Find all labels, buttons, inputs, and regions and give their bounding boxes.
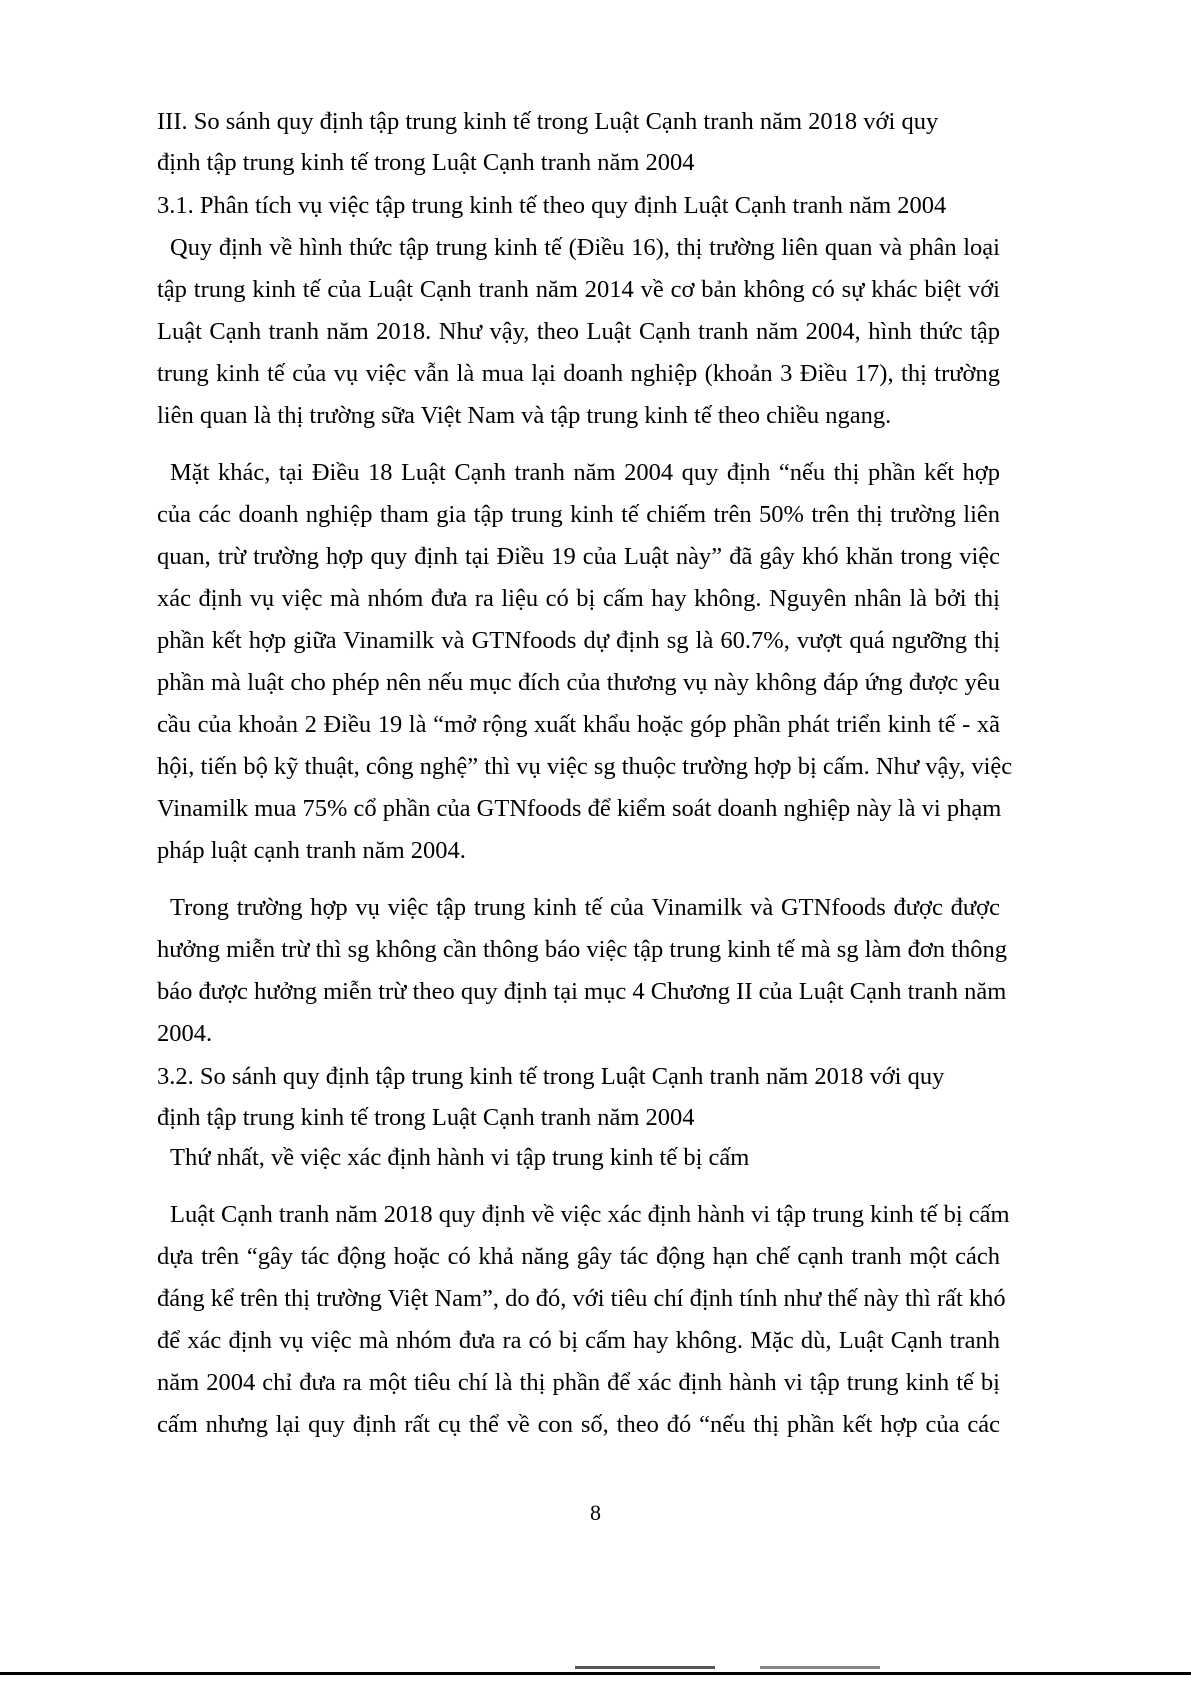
paragraph-line: cấm nhưng lại quy định rất cụ thể về con số, theo đó “nếu thị phần kết hợp của các (157, 1411, 1000, 1438)
paragraph-line: Trong trường hợp vụ việc tập trung kinh tế của Vinamilk và GTNfoods được được (170, 894, 1000, 921)
paragraph-line: báo được hưởng miễn trừ theo quy định tại mục 4 Chương II của Luật Cạnh tranh năm (157, 978, 1007, 1005)
paragraph-line: phần kết hợp giữa Vinamilk và GTNfoods dự định sg là 60.7%, vượt quá ngưỡng thị (157, 627, 1000, 654)
heading-iii-line: III. So sánh quy định tập trung kinh tế trong Luật Cạnh tranh năm 2018 với quy (157, 108, 939, 135)
paragraph-line: năm 2004 chỉ đưa ra một tiêu chí là thị phần để xác định hành vi tập trung kinh tế bị (157, 1369, 1000, 1396)
paragraph-line: Luật Cạnh tranh năm 2018. Như vậy, theo Luật Cạnh tranh năm 2004, hình thức tập (157, 318, 1000, 345)
paragraph-line: dựa trên “gây tác động hoặc có khả năng gây tác động hạn chế cạnh tranh một cách (157, 1243, 1000, 1270)
paragraph-line: trung kinh tế của vụ việc vẫn là mua lại doanh nghiệp (khoản 3 Điều 17), thị trường (157, 360, 1000, 387)
subheading-first: Thứ nhất, về việc xác định hành vi tập trung kinh tế bị cấm (170, 1144, 750, 1171)
paragraph-line: 2004. (157, 1020, 213, 1047)
scan-artifact (575, 1666, 715, 1669)
heading-3-1: 3.1. Phân tích vụ việc tập trung kinh tế theo quy định Luật Cạnh tranh năm 2004 (157, 192, 947, 219)
paragraph-line: Luật Cạnh tranh năm 2018 quy định về việc xác định hành vi tập trung kinh tế bị cấm (170, 1201, 1010, 1228)
paragraph-line: pháp luật cạnh tranh năm 2004. (157, 837, 466, 864)
heading-iii-line: định tập trung kinh tế trong Luật Cạnh tranh năm 2004 (157, 149, 695, 176)
paragraph-line: đáng kể trên thị trường Việt Nam”, do đó, với tiêu chí định tính như thế này thì rất khó (157, 1285, 1006, 1312)
paragraph-line: Vinamilk mua 75% cổ phần của GTNfoods để kiểm soát doanh nghiệp này là vi phạm (157, 795, 1002, 822)
paragraph-line: hưởng miễn trừ thì sg không cần thông báo việc tập trung kinh tế mà sg làm đơn thông (157, 936, 1007, 963)
paragraph-line: tập trung kinh tế của Luật Cạnh tranh năm 2014 về cơ bản không có sự khác biệt với (157, 276, 1000, 303)
paragraph-line: của các doanh nghiệp tham gia tập trung kinh tế chiếm trên 50% trên thị trường liên (157, 501, 1000, 528)
paragraph-line: quan, trừ trường hợp quy định tại Điều 19 của Luật này” đã gây khó khăn trong việc (157, 543, 1000, 570)
scan-artifact (760, 1666, 880, 1669)
heading-3-2-line: 3.2. So sánh quy định tập trung kinh tế trong Luật Cạnh tranh năm 2018 với quy (157, 1063, 945, 1090)
paragraph-line: xác định vụ việc mà nhóm đưa ra liệu có bị cấm hay không. Nguyên nhân là bởi thị (157, 585, 1000, 612)
paragraph-line: phần mà luật cho phép nên nếu mục đích của thương vụ này không đáp ứng được yêu (157, 669, 1000, 696)
paragraph-line: hội, tiến bộ kỹ thuật, công nghệ” thì vụ việc sg thuộc trường hợp bị cấm. Như vậy, việc (157, 753, 1013, 780)
paragraph-line: Mặt khác, tại Điều 18 Luật Cạnh tranh năm 2004 quy định “nếu thị phần kết hợp (170, 459, 1000, 486)
paragraph-line: Quy định về hình thức tập trung kinh tế (Điều 16), thị trường liên quan và phân loại (170, 234, 1000, 261)
page-number: 8 (590, 1500, 601, 1525)
paragraph-line: để xác định vụ việc mà nhóm đưa ra có bị cấm hay không. Mặc dù, Luật Cạnh tranh (157, 1327, 1000, 1354)
page-bottom-edge (0, 1672, 1191, 1675)
paragraph-line: liên quan là thị trường sữa Việt Nam và tập trung kinh tế theo chiều ngang. (157, 402, 892, 429)
heading-3-2-line: định tập trung kinh tế trong Luật Cạnh tranh năm 2004 (157, 1104, 695, 1131)
paragraph-line: cầu của khoản 2 Điều 19 là “mở rộng xuất khẩu hoặc góp phần phát triển kinh tế - xã (157, 711, 1000, 738)
